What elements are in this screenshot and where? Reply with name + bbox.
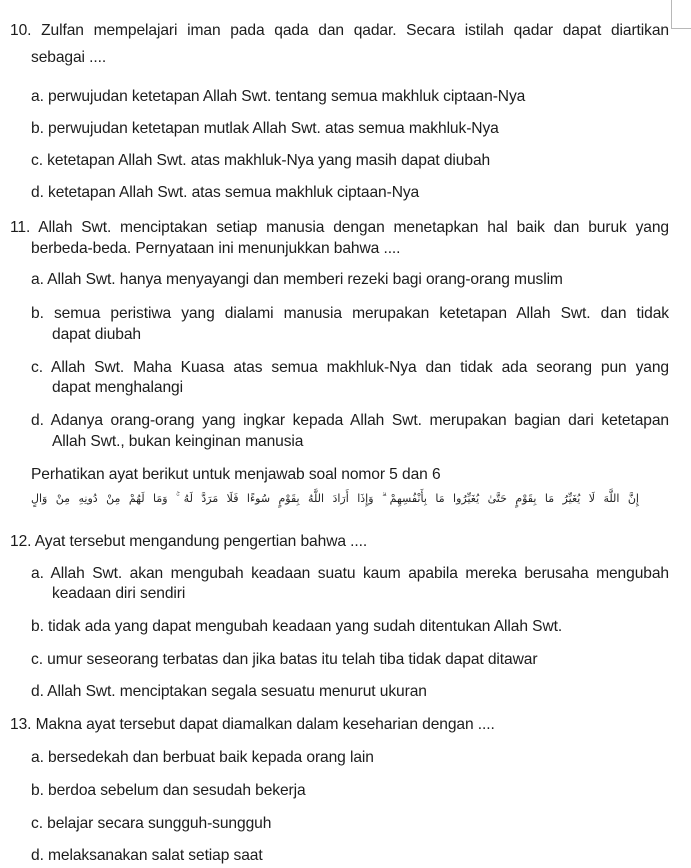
question-11-option-a[interactable]: a. Allah Swt. hanya menyayangi dan memberi rezeki bagi orang-orang muslim <box>31 271 563 288</box>
question-11-option-d[interactable]: d. Adanya orang-orang yang ingkar kepada Allah Swt. merupakan bagian dari ketetapan <box>31 412 669 429</box>
question-13-option-c[interactable]: c. belajar secara sungguh-sungguh <box>31 815 272 832</box>
question-11-option-b-cont[interactable]: dapat diubah <box>52 326 141 343</box>
question-11-stem: 11. Allah Swt. menciptakan setiap manusia dengan menetapkan hal baik dan buruk yang <box>10 219 669 236</box>
question-11-option-b[interactable]: b. semua peristiwa yang dialami manusia merupakan ketetapan Allah Swt. dan tidak <box>31 305 669 322</box>
quran-verse: إِنَّ اللَّهَ لَا يُغَيِّرُ مَا بِقَوْمٍ حَتَّىٰ يُغَيِّرُوا مَا بِأَنْفُسِهِمْ ۗ وَإِذَا أَرَادَ اللَّهُ بِقَوْمٍ سُوءًا فَلَا مَرَدَّ لَهُ ۚ وَمَا لَهُمْ مِنْ دُونِهِ مِنْ وَالٍ <box>31 492 639 505</box>
question-12-option-a[interactable]: a. Allah Swt. akan mengubah keadaan suatu kaum apabila mereka berusaha mengubah <box>31 565 669 582</box>
question-11-option-c[interactable]: c. Allah Swt. Maha Kuasa atas semua makhluk-Nya dan tidak ada seorang pun yang <box>31 359 669 376</box>
question-13-option-b[interactable]: b. berdoa sebelum dan sesudah bekerja <box>31 782 306 799</box>
question-10-stem: 10. Zulfan mempelajari iman pada qada dan qadar. Secara istilah qadar dapat diartikan <box>10 22 669 39</box>
question-11-option-c-cont[interactable]: dapat menghalangi <box>52 379 183 396</box>
question-12-option-c[interactable]: c. umur seseorang terbatas dan jika batas itu telah tiba tidak dapat ditawar <box>31 651 538 668</box>
question-10-option-c[interactable]: c. ketetapan Allah Swt. atas makhluk-Nya yang masih dapat diubah <box>31 152 491 169</box>
question-10-stem-cont: sebagai .... <box>31 49 107 66</box>
question-12-option-d[interactable]: d. Allah Swt. menciptakan segala sesuatu menurut ukuran <box>31 683 427 700</box>
question-11-stem-cont: berbeda-beda. Pernyataan ini menunjukkan bahwa .... <box>31 240 401 257</box>
page-corner-mark <box>671 0 691 29</box>
question-13-option-a[interactable]: a. bersedekah dan berbuat baik kepada orang lain <box>31 749 374 766</box>
question-11-option-d-cont[interactable]: Allah Swt., bukan keinginan manusia <box>52 433 304 450</box>
question-13-option-d[interactable]: d. melaksanakan salat setiap saat <box>31 847 263 864</box>
question-12-stem: 12. Ayat tersebut mengandung pengertian bahwa .... <box>10 533 368 550</box>
question-10-option-a[interactable]: a. perwujudan ketetapan Allah Swt. tentang semua makhluk ciptaan-Nya <box>31 88 526 105</box>
question-12-option-a-cont[interactable]: keadaan diri sendiri <box>52 585 186 602</box>
question-10-option-b[interactable]: b. perwujudan ketetapan mutlak Allah Swt. atas semua makhluk-Nya <box>31 120 499 137</box>
question-12-option-b[interactable]: b. tidak ada yang dapat mengubah keadaan yang sudah ditentukan Allah Swt. <box>31 618 563 635</box>
question-13-stem: 13. Makna ayat tersebut dapat diamalkan dalam keseharian dengan .... <box>10 716 495 733</box>
question-10-option-d[interactable]: d. ketetapan Allah Swt. atas semua makhluk ciptaan-Nya <box>31 184 420 201</box>
reading-instruction: Perhatikan ayat berikut untuk menjawab soal nomor 5 dan 6 <box>31 466 441 483</box>
